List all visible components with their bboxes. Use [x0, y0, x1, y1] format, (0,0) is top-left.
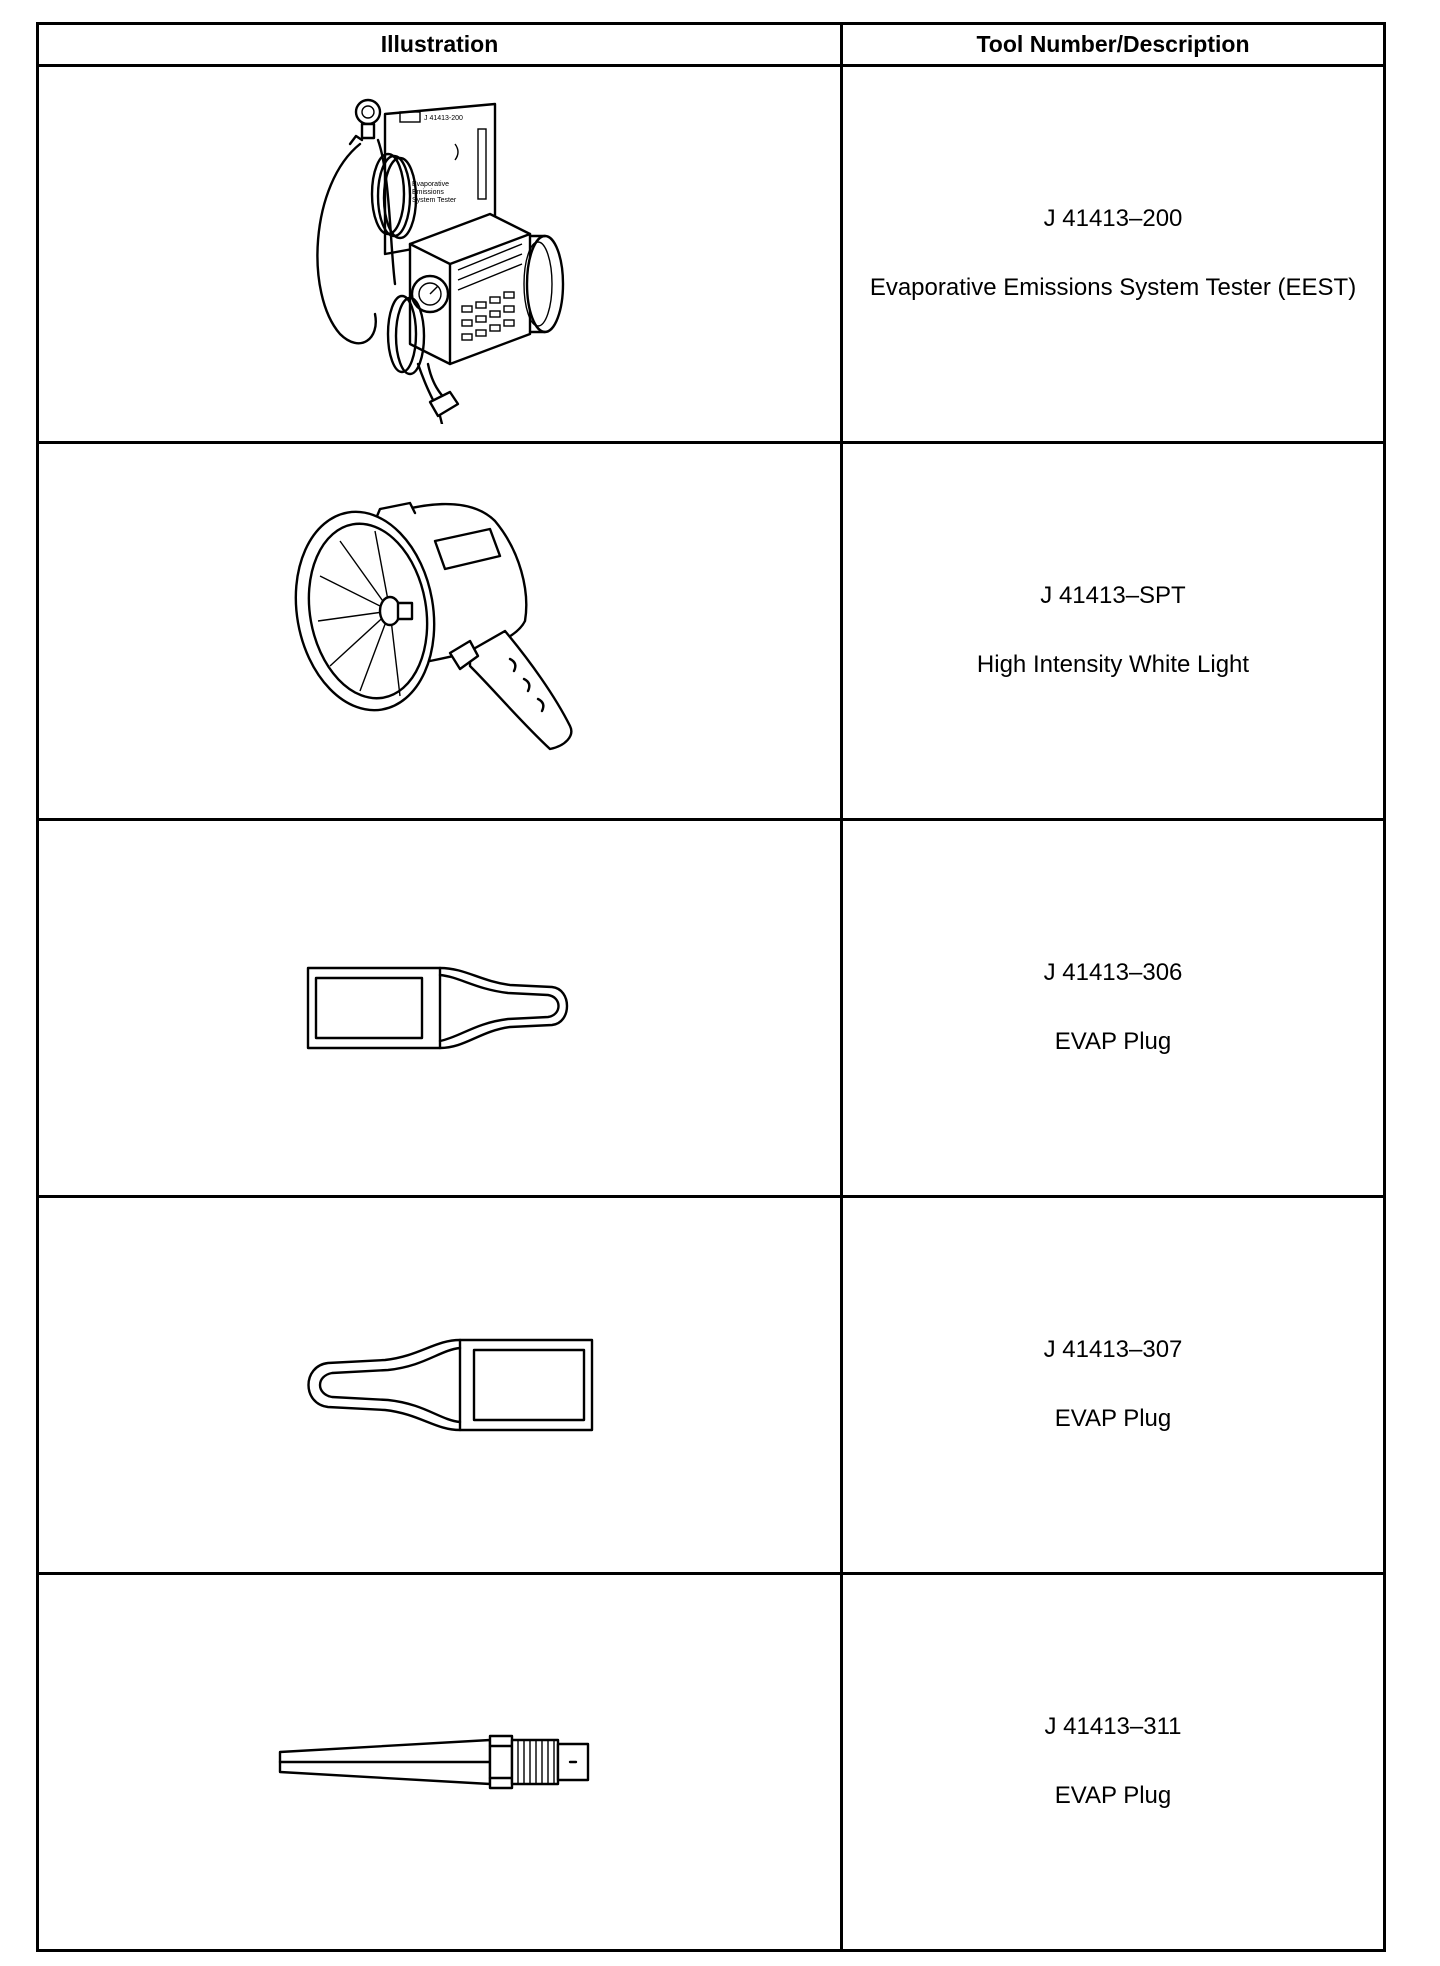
evap-plug-illustration — [270, 1330, 610, 1440]
table-row — [38, 1197, 1385, 1574]
tester-decal-text: Evaporative — [411, 181, 449, 188]
tool-description-cell — [842, 1197, 1385, 1574]
tool-name: EVAP Plug — [1054, 1782, 1172, 1809]
special-tools-table — [36, 22, 1386, 1952]
table-row — [38, 820, 1385, 1197]
illustration-cell — [38, 443, 842, 820]
tool-name: High Intensity White Light — [976, 651, 1250, 678]
table-row — [38, 66, 1385, 443]
illustration-cell — [38, 66, 842, 443]
illustration-header: Illustration — [38, 24, 842, 66]
illustration-cell — [38, 1197, 842, 1574]
tool-number: J 41413–306 — [1043, 959, 1183, 987]
table-row — [38, 443, 1385, 820]
emissions-tester-illustration — [290, 84, 590, 424]
evap-plug-illustration — [290, 953, 590, 1063]
tool-name: EVAP Plug — [1054, 1405, 1172, 1432]
tester-decal-text: Emissions — [411, 189, 444, 196]
spotlight-illustration — [280, 481, 600, 781]
tool-number: J 41413–311 — [1044, 1713, 1182, 1741]
tapered-plug-illustration — [270, 1722, 610, 1802]
tester-decal-text: J 41413-200 — [423, 115, 463, 122]
tool-number: J 41413–SPT — [1040, 582, 1186, 610]
tester-decal-text: System Tester — [411, 197, 456, 204]
tool-description-cell — [842, 820, 1385, 1197]
illustration-cell — [38, 1574, 842, 1951]
tool-description-header: Tool Number/Description — [842, 24, 1385, 66]
tool-description-cell — [842, 66, 1385, 443]
tool-name: EVAP Plug — [1054, 1028, 1172, 1055]
tool-description-cell — [842, 443, 1385, 820]
header-row — [38, 24, 1385, 66]
table-row — [38, 1574, 1385, 1951]
tool-description-cell — [842, 1574, 1385, 1951]
tool-number: J 41413–307 — [1043, 1336, 1183, 1364]
tool-number: J 41413–200 — [1043, 205, 1183, 233]
illustration-cell — [38, 820, 842, 1197]
tool-name: Evaporative Emissions System Tester (EEST) — [869, 274, 1357, 301]
